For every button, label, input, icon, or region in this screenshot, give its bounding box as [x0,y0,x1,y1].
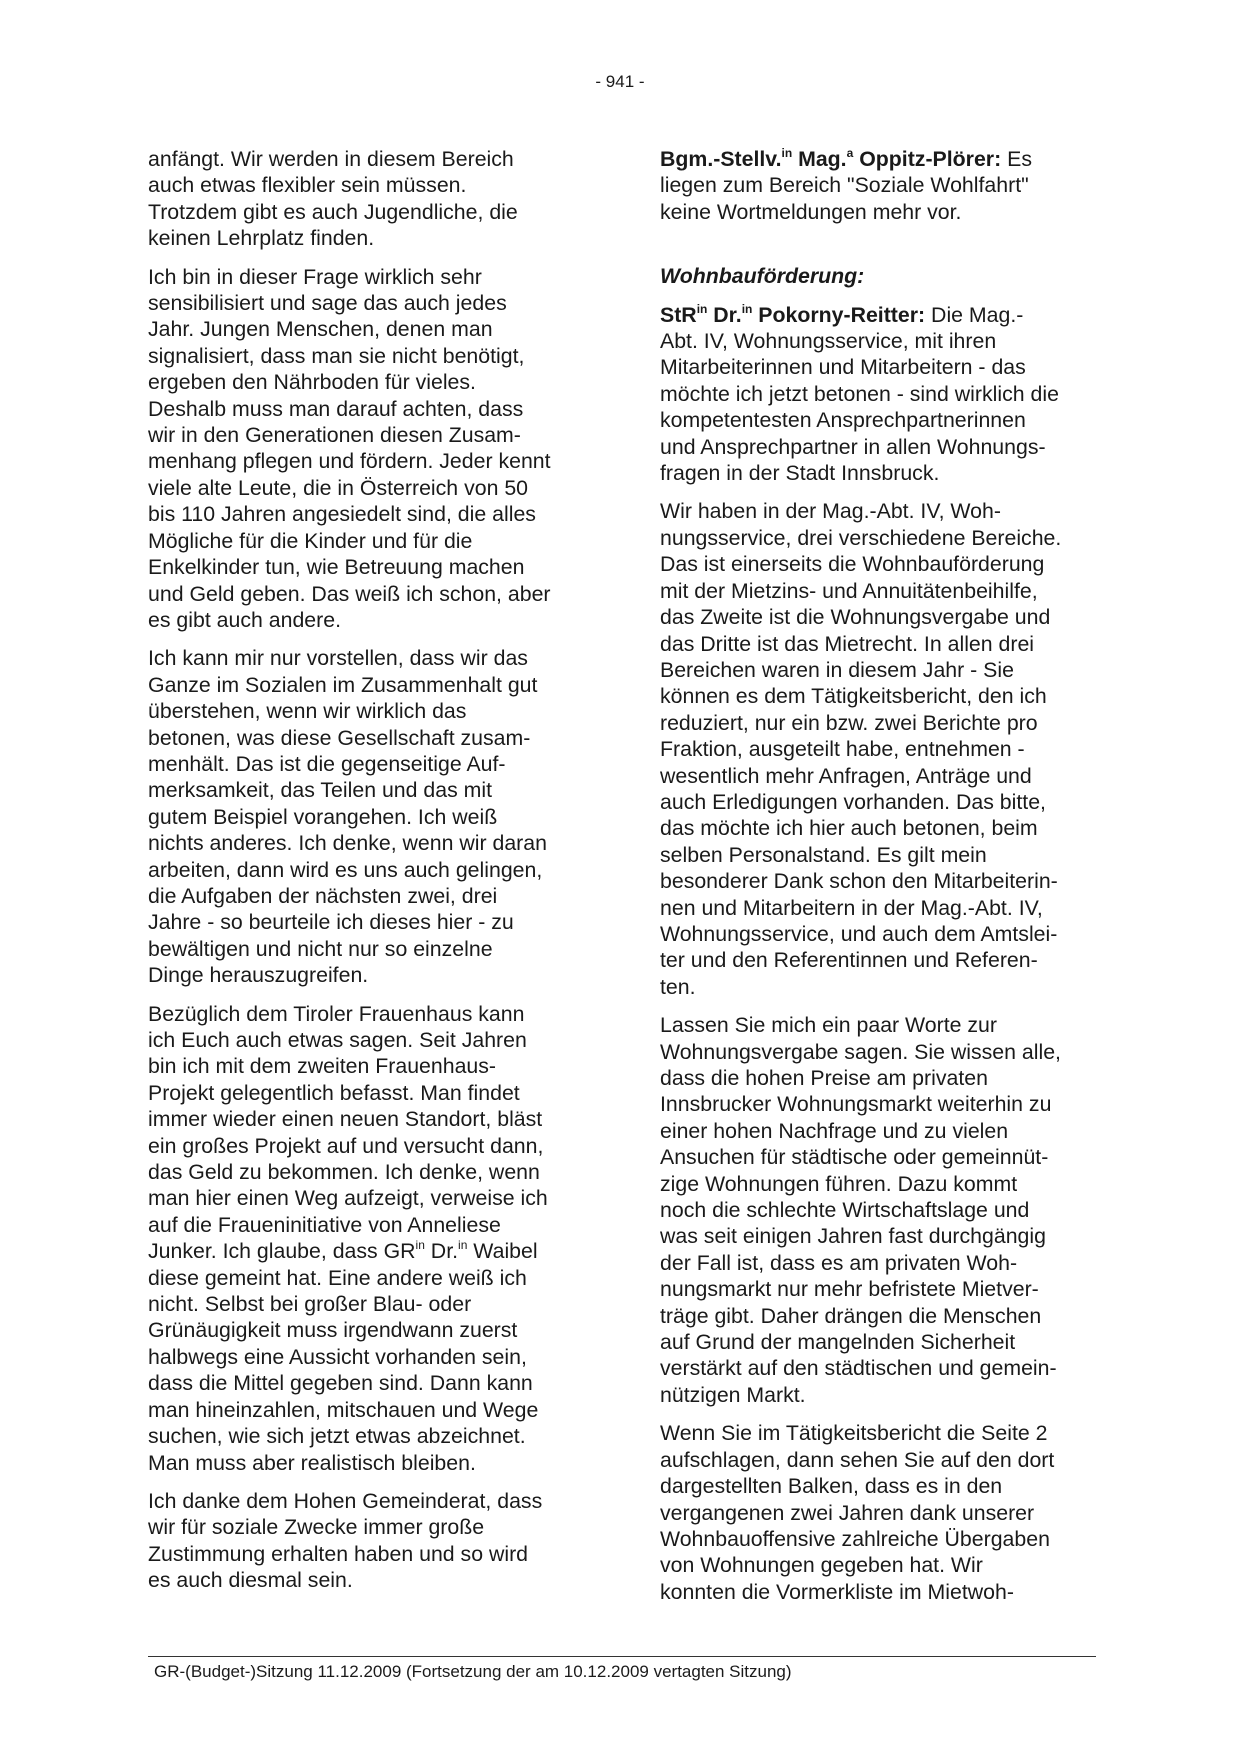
paragraph-line: selben Personalstand. Es gilt mein [660,842,987,867]
paragraph-line: nungsmarkt nur mehr befristete Mietver- [660,1277,1039,1302]
paragraph-line: auch Erledigungen vorhanden. Das bitte, [660,789,1046,814]
paragraph-line: gutem Beispiel vorangehen. Ich weiß [148,804,498,829]
paragraph-line: Lassen Sie mich ein paar Worte zur [660,1013,997,1038]
paragraph [148,264,588,634]
paragraph-line: möchte ich jetzt betonen - sind wirklich die [660,381,1059,406]
paragraph-line: ter und den Referentinnen und Referen- [660,948,1038,973]
paragraph-line: man hineinzahlen, mitschauen und Wege [148,1397,539,1422]
paragraph-line: der Fall ist, dass es am privaten Woh- [660,1250,1018,1275]
paragraph-line: Wohnungsvergabe sagen. Sie wissen alle, [660,1039,1061,1064]
paragraph-line: Das ist einerseits die Wohnbauförderung [660,552,1045,577]
speaker-name: StR$^{in}$ Dr.$^{in}$ Pokorny-Reitter: [660,301,926,327]
right-column [660,146,1100,1617]
paragraph-line: Abt. IV, Wohnungsservice, mit ihren [660,329,997,354]
paragraph-line: suchen, wie sich jetzt etwas abzeichnet. [148,1424,526,1449]
paragraph-line: Wir haben in der Mag.-Abt. IV, Woh- [660,499,1001,524]
paragraph-line: die Aufgaben der nächsten zwei, drei [148,883,498,908]
paragraph-line: vergangenen zwei Jahren dank unserer [660,1500,1035,1525]
paragraph-line: nichts anderes. Ich denke, wenn wir daran [148,831,547,856]
paragraph-line: nützigen Markt. [660,1382,806,1407]
paragraph-line: Innsbrucker Wohnungsmarkt weiterhin zu [660,1092,1052,1117]
paragraph-line: fragen in der Stadt Innsbruck. [660,461,940,486]
paragraph-line: menhang pflegen und fördern. Jeder kennt [148,449,551,474]
paragraph-line: Man muss aber realistisch bleiben. [148,1450,476,1475]
paragraph-line: keinen Lehrplatz finden. [148,226,375,251]
paragraph-line: viele alte Leute, die in Österreich von 50 [148,475,529,500]
paragraph [148,645,588,988]
paragraph-line: Ich danke dem Hohen Gemeinderat, dass [148,1488,543,1513]
paragraph-line: zige Wohnungen führen. Dazu kommt [660,1171,1018,1196]
paragraph-line: und Ansprechpartner in allen Wohnungs- [660,434,1046,459]
paragraph-line: das Geld zu bekommen. Ich denke, wenn [148,1160,540,1185]
paragraph-line: bis 110 Jahren angesiedelt sind, die alles [148,502,536,527]
paragraph-line: nungsservice, drei verschiedene Bereiche. [660,525,1062,550]
speaker-name: Bgm.-Stellv.$^{in}$ Mag.$^a$ Oppitz-Plörer: [660,146,1002,171]
paragraph-line: wir in den Generationen diesen Zusam- [148,423,521,448]
paragraph [148,146,588,252]
paragraph-line: Enkelkinder tun, wie Betreuung machen [148,555,525,580]
paragraph-line: man hier einen Weg aufzeigt, verweise ich [148,1186,548,1211]
footer-text: GR-(Budget-)Sitzung 11.12.2009 (Fortsetzung der am 10.12.2009 vertagten Sitzung) [154,1662,792,1681]
paragraph-line: von Wohnungen gegeben hat. Wir [660,1553,983,1578]
paragraph-line: konnten die Vormerkliste im Mietwoh- [660,1579,1014,1604]
paragraph-line: auf die Fraueninitiative von Anneliese [148,1212,501,1237]
paragraph-line: auf Grund der mangelnden Sicherheit [660,1330,1016,1355]
paragraph-line: auch etwas flexibler sein müssen. [148,173,467,198]
paragraph-line: sensibilisiert und sage das auch jedes [148,291,507,316]
paragraph-line: besonderer Dank schon den Mitarbeiterin- [660,869,1058,894]
paragraph-line: Wohnbauoffensive zahlreiche Übergaben [660,1526,1050,1551]
paragraph-line: Deshalb muss man darauf achten, dass [148,396,524,421]
paragraph-line: Jahre - so beurteile ich dieses hier - zu [148,910,514,935]
paragraph-line: halbwegs eine Aussicht vorhanden sein, [148,1344,527,1369]
paragraph-line: Wohnungsservice, und auch dem Amtslei- [660,921,1058,946]
paragraph-line: können es dem Tätigkeitsbericht, den ich [660,684,1047,709]
paragraph-line: das Dritte ist das Mietrecht. In allen drei [660,631,1035,656]
paragraph-line: das möchte ich hier auch betonen, beim [660,816,1038,841]
paragraph-line: überstehen, wenn wir wirklich das [148,699,467,724]
paragraph-line: wir für soziale Zwecke immer große [148,1515,485,1540]
paragraph-line: bin ich mit dem zweiten Frauenhaus- [148,1054,497,1079]
page-number: - 941 - [595,72,645,91]
paragraph-line: Bgm.-Stellv.$^{in}$ Mag.$^a$ Oppitz-Plörer: Es [660,146,1032,171]
paragraph-line: es gibt auch andere. [148,607,341,632]
paragraph-line: noch die schlechte Wirtschaftslage und [660,1198,1030,1223]
paragraph-line: ergeben den Nährboden für vieles. [148,370,476,395]
paragraph [660,498,1100,1000]
paragraph-line: ein großes Projekt auf und versucht dann, [148,1133,544,1158]
paragraph-line: einer hohen Nachfrage und zu vielen [660,1118,1009,1143]
paragraph-line: Fraktion, ausgeteilt habe, entnehmen - [660,737,1025,762]
paragraph-line: signalisiert, dass man sie nicht benötigt, [148,343,525,368]
paragraph-line: merksamkeit, das Teilen und das mit [148,778,493,803]
paragraph-line: ten. [660,974,696,999]
paragraph-line: Ganze im Sozialen im Zusammenhalt gut [148,672,538,697]
paragraph-line: Wenn Sie im Tätigkeitsbericht die Seite 2 [660,1421,1048,1446]
paragraph-line: Dinge herauszugreifen. [148,963,369,988]
paragraph-line: verstärkt auf den städtischen und gemein- [660,1356,1057,1381]
paragraph-line: arbeiten, dann wird es uns auch gelingen, [148,857,543,882]
paragraph-line: nen und Mitarbeitern in der Mag.-Abt. IV, [660,895,1043,920]
paragraph-line: ich Euch auch etwas sagen. Seit Jahren [148,1028,527,1052]
paragraph-line: Ansuchen für städtische oder gemeinnüt- [660,1145,1049,1170]
paragraph-line: reduziert, nur ein bzw. zwei Berichte pro [660,710,1038,735]
paragraph-line: mit der Mietzins- und Annuitätenbeihilfe, [660,578,1038,603]
paragraph-line: Trotzdem gibt es auch Jugendliche, die [148,199,518,224]
paragraph [148,1488,588,1594]
paragraph-line: dargestellten Balken, dass es in den [660,1474,1003,1499]
paragraph-line: betonen, was diese Gesellschaft zusam- [148,725,531,750]
section-heading: Wohnbauförderung: [660,264,865,289]
paragraph-line: bewältigen und nicht nur so einzelne [148,936,493,961]
paragraph-line: Zustimmung erhalten haben und so wird [148,1541,529,1566]
paragraph-line: aufschlagen, dann sehen Sie auf den dort [660,1447,1055,1472]
paragraph-line: StR$^{in}$ Dr.$^{in}$ Pokorny-Reitter: Die Mag.- [660,301,1024,327]
paragraph-line: Projekt gelegentlich befasst. Man findet [148,1080,520,1105]
paragraph-line: Junker. Ich glaube, dass $GR^{in}$ Dr.$^{in}$ Waibel [148,1238,538,1264]
paragraph-line: es auch diesmal sein. [148,1568,353,1593]
paragraph-line: immer wieder einen neuen Standort, bläst [148,1107,543,1132]
paragraph-line: dass die Mittel gegeben sind. Dann kann [148,1371,533,1396]
paragraph-line: wesentlich mehr Anfragen, Anträge und [660,763,1032,788]
paragraph-line: das Zweite ist die Wohnungsvergabe und [660,605,1051,630]
paragraph-line: anfängt. Wir werden in diesem Bereich [148,147,514,171]
paragraph-line: Ich bin in dieser Frage wirklich sehr [148,264,482,289]
paragraph-line: Bereichen waren in diesem Jahr - Sie [660,657,1014,682]
paragraph-line: Bezüglich dem Tiroler Frauenhaus kann [148,1001,525,1026]
paragraph-line: kompetentesten Ansprechpartnerinnen [660,408,1026,433]
paragraph-line: träge gibt. Daher drängen die Menschen [660,1303,1042,1328]
paragraph-line: dass die hohen Preise am privaten [660,1066,988,1090]
paragraph-line: Grünäugigkeit muss irgendwann zuerst [148,1318,518,1343]
speaker-pokorny-paragraph [660,302,1100,487]
paragraph-line: und Geld geben. Das weiß ich schon, aber [148,581,551,606]
paragraph-line: liegen zum Bereich "Soziale Wohlfahrt" [660,173,1029,198]
paragraph-line: Mitarbeiterinnen und Mitarbeitern - das [660,355,1026,380]
paragraph [660,1420,1100,1605]
footer-divider [148,1656,1096,1657]
paragraph-line: nicht. Selbst bei großer Blau- oder [148,1292,472,1317]
paragraph [660,1012,1100,1408]
paragraph-line: diese gemeint hat. Eine andere weiß ich [148,1265,527,1290]
left-column [148,146,588,1606]
paragraph-line: Jahr. Jungen Menschen, denen man [148,317,493,342]
speaker-oppitz-paragraph [660,146,1100,225]
paragraph-line: keine Wortmeldungen mehr vor. [660,199,962,224]
paragraph-line: menhält. Das ist die gegenseitige Auf- [148,751,506,776]
paragraph-line: was seit einigen Jahren fast durchgängig [660,1224,1046,1249]
paragraph-line: Ich kann mir nur vorstellen, dass wir das [148,646,528,671]
paragraph-line: Mögliche für die Kinder und für die [148,528,473,553]
paragraph [148,1001,588,1476]
